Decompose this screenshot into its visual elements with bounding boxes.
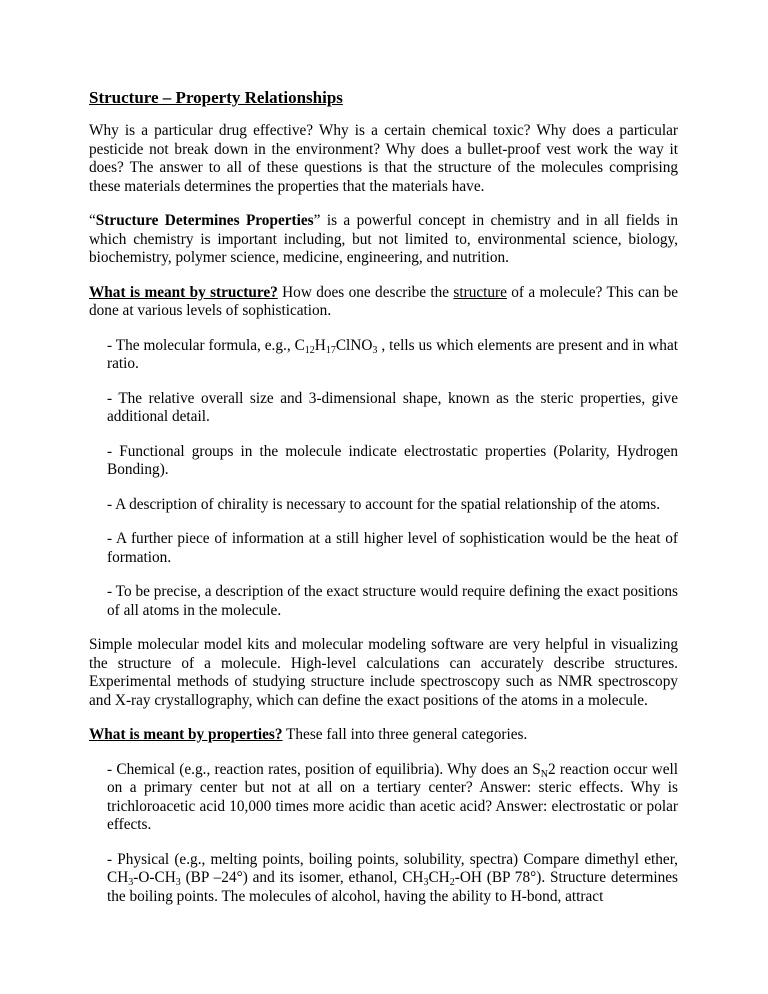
structure-underlined-word: structure [453,283,507,301]
physical-sub-3b: 3 [175,877,181,888]
formula-h: H [314,336,326,354]
structure-bullet-chirality: - A description of chirality is necessary to account for the spatial relationship of the atoms. [107,495,661,513]
formula-c-sub: 12 [304,344,315,356]
chemical-text-after: 2 reaction occur well on a primary center but not at all on a tertiary center? Answer: steric effects. Why is trichloroacetic acid 10,000 times more acidic than acetic acid? Answer: electrostatic or polar effects. [107,760,679,833]
physical-text-2: -O-CH [133,869,176,886]
formula-text-after: , tells us which elements are present and in what ratio. [107,336,678,372]
structure-question: What is meant by structure? [89,283,278,301]
formula-h-sub: 17 [325,344,336,356]
formula-o-sub: 3 [372,344,378,356]
structure-bullet-functional-groups: - Functional groups in the molecule indicate electrostatic properties (Polarity, Hydrogen Bonding). [107,442,678,478]
structure-bullet-heat-of-formation: - A further piece of information at a still higher level of sophistication would be the heat of formation. [107,530,678,566]
intro-paragraph: Why is a particular drug effective? Why is a certain chemical toxic? Why does a particular pesticide not break down in the environment? Why does a bullet-proof vest work the way it does? The answer to all of these questions is that the structure of the molecules comprising these materials determines the properties that the materials have. [89,122,678,195]
page-title: Structure – Property Relationships [89,88,343,107]
properties-bullet-chemical [107,761,678,835]
structure-summary-paragraph: Simple molecular model kits and molecular modeling software are very helpful in visualizing the structure of a molecule. High-level calculations can accurately describe structures. Experimental methods of studying structure include spectroscopy such as NMR spectroscopy and X-ray crystallography, which can define the exact positions of the atoms in a molecule. [89,636,678,709]
chemical-sn-sub: N [540,768,548,780]
structure-lead-paragraph [89,284,678,321]
formula-text-before: - The molecular formula, e.g., C [107,336,305,354]
chemical-text-before: - Chemical (e.g., reaction rates, position of equilibria). Why does an S [107,760,541,778]
structure-bullet-steric: - The relative overall size and 3-dimensional shape, known as the steric properties, give additional detail. [107,389,678,425]
formula-bullet [107,337,678,374]
properties-lead-paragraph [89,726,678,745]
physical-sub-3a: 3 [128,877,134,888]
structure-lead-after: of a molecule? This can be done at various levels of sophistication. [89,283,679,319]
open-quote: “ [89,212,96,229]
physical-text-3: (BP –24°) and its isomer, ethanol, CH [180,869,424,886]
concept-text: ” is a powerful concept in chemistry and in all fields in which chemistry is important including, but not limited to, environmental science, biology, biochemistry, polymer science, medicine, engineering, and nutrition. [89,212,678,266]
properties-lead: These fall into three general categories. [282,726,528,743]
formula-rest: ClNO [335,336,373,354]
physical-sub-2: 2 [449,877,455,888]
physical-text-5: -OH (BP 78°). Structure determines the boiling points. The molecules of alcohol, having the ability to H-bond, attract [107,869,678,905]
physical-text-1: - Physical (e.g., melting points, boiling points, solubility, spectra) Compare dimethyl ether, CH [107,850,678,886]
physical-sub-3c: 3 [423,877,429,888]
properties-bullet-physical [107,851,678,907]
properties-question: What is meant by properties? [89,726,283,743]
physical-text-4: CH [428,869,450,886]
structure-bullet-exact-positions: - To be precise, a description of the exact structure would require defining the exact positions of all atoms in the molecule. [107,583,678,619]
structure-lead-before: How does one describe the [277,283,454,301]
concept-paragraph [89,212,678,268]
concept-bold-phrase: Structure Determines Properties [95,212,314,229]
